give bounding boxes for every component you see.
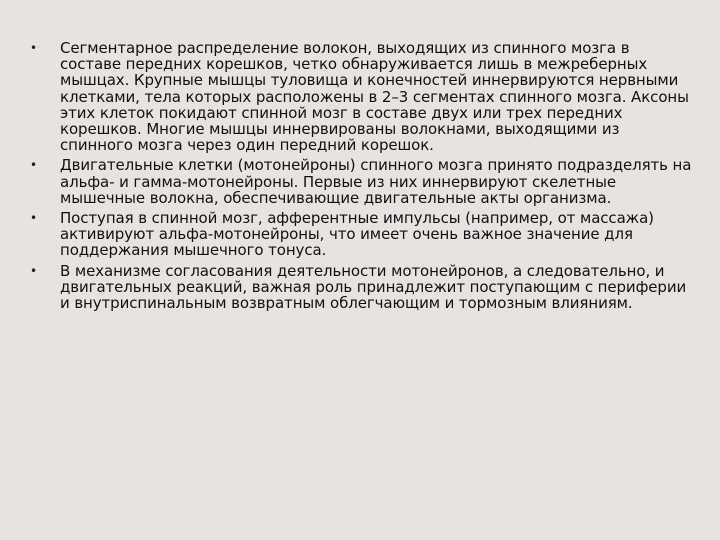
bullet-text-2: Двигательные клетки (мотонейроны) спинного мозга принято подразделять на альфа- и гамма-мотонейроны. Первые из них иннервируют скелетные мышечные волокна, обеспечивающие двигательные акты организма. <box>60 156 692 207</box>
bullet-icon: • <box>30 158 38 173</box>
bullet-text-1: Сегментарное распределение волокон, выходящих из спинного мозга в составе передних корешков, четко обнаруживается лишь в межреберных мышцах. Крупные мышцы туловища и конечностей иннервируются нервными клетками, тела которых расположены в 2–3 сегментах спинного мозга. Аксоны этих клеток покидают спинной мозг в составе двух или трех передних корешков. Многие мышцы иннервированы волокнами, выходящими из спинного мозга через один передний корешок. <box>60 39 689 155</box>
bullet-icon: • <box>30 41 38 55</box>
bullet-icon: • <box>30 211 38 226</box>
bullet-item-4 <box>30 263 695 312</box>
bullet-text-3: Поступая в спинной мозг, афферентные импульсы (например, от массажа) активируют альфа-мотонейроны, что имеет очень важное значение для поддержания мышечного тонуса. <box>60 209 654 260</box>
bullet-icon: • <box>30 263 38 278</box>
bullet-item-1 <box>30 40 695 153</box>
bullet-item-2 <box>30 157 695 206</box>
bullet-item-3 <box>30 210 695 259</box>
bullet-list <box>30 40 695 311</box>
slide-content <box>30 40 695 315</box>
bullet-text-4: В механизме согласования деятельности мотонейронов, а следовательно, и двигательных реакций, важная роль принадлежит поступающим с периферии и внутриспинальным возвратным облегчающим и тормозным влияниям. <box>60 261 687 313</box>
